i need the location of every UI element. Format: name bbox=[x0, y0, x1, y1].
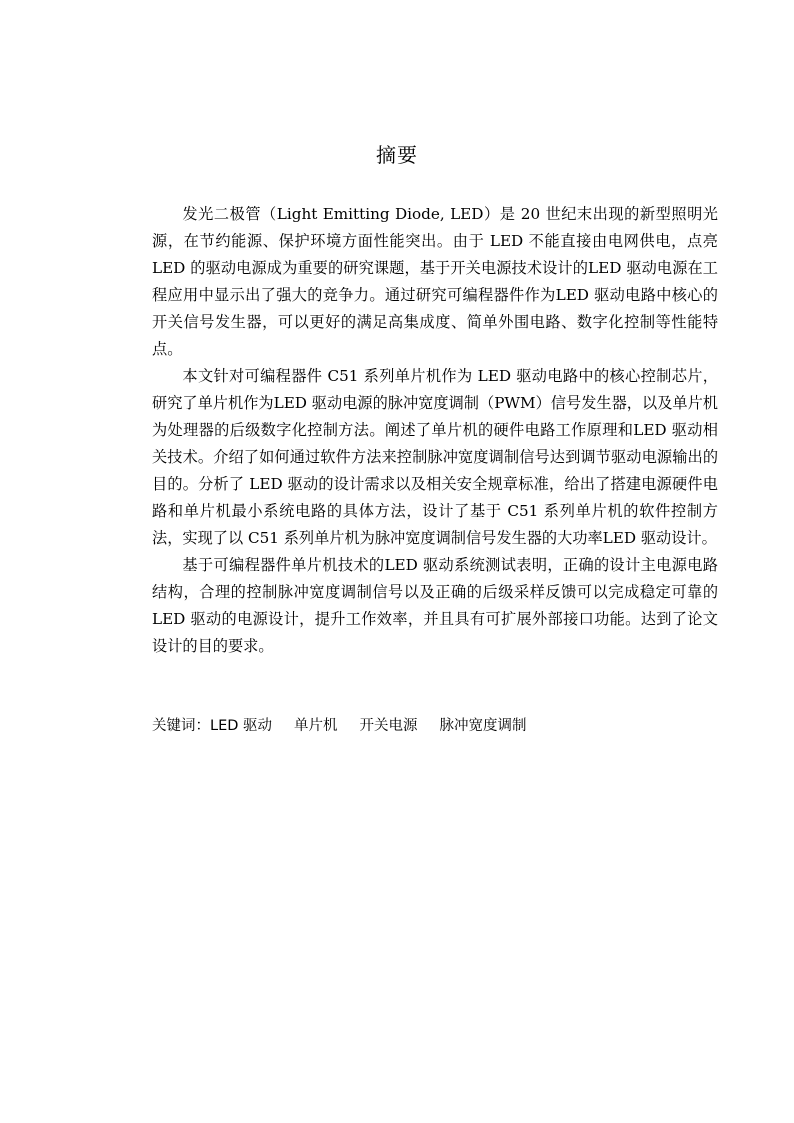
keyword-item: LED 驱动 bbox=[210, 718, 273, 734]
keywords-line bbox=[152, 714, 718, 738]
abstract-paragraph-3: 基于可编程器件单片机技术的LED 驱动系统测试表明，正确的设计主电源电路结构，合理的控制脉冲宽度调制信号以及正确的后级采样反馈可以完成稳定可靠的 LED 驱动的电源设计，提升工作效率，并且具有可扩展外部接口功能。达到了论文设计的目的要求。 bbox=[152, 556, 718, 655]
abstract-paragraph-1: 发光二极管（Light Emitting Diode, LED）是 20 世纪末出现的新型照明光源，在节约能源、保护环境方面性能突出。由于 LED 不能直接由电网供电，点亮 LED 的驱动电源成为重要的研究课题，基于开关电源技术设计的LED 驱动电源在工程应用中显示出了强大的竞争力。通过研究可编程器件作为LED 驱动电路中核心的开关信号发生器，可以更好的满足高集成度、简单外围电路、数字化控制等性能特点。 bbox=[152, 205, 718, 358]
page-title: 摘要 bbox=[376, 143, 418, 167]
keyword-item: 单片机 bbox=[294, 718, 338, 734]
abstract-paragraph-2: 本文针对可编程器件 C51 系列单片机作为 LED 驱动电路中的核心控制芯片，研究了单片机作为LED 驱动电源的脉冲宽度调制（PWM）信号发生器，以及单片机为处理器的后级数字化控制方法。阐述了单片机的硬件电路工作原理和LED 驱动相关技术。介绍了如何通过软件方法来控制脉冲宽度调制信号达到调节驱动电源输出的目的。分析了 LED 驱动的设计需求以及相关安全规章标准，给出了搭建电源硬件电路和单片机最小系统电路的具体方法，设计了基于 C51 系列单片机的软件控制方法，实现了以 C51 系列单片机为脉冲宽度调制信号发生器的大功率LED 驱动设计。 bbox=[152, 367, 718, 547]
keyword-item: 开关电源 bbox=[359, 718, 418, 734]
keywords-label: 关键词： bbox=[152, 718, 210, 734]
abstract-body bbox=[152, 201, 718, 660]
keyword-item: 脉冲宽度调制 bbox=[439, 718, 527, 734]
